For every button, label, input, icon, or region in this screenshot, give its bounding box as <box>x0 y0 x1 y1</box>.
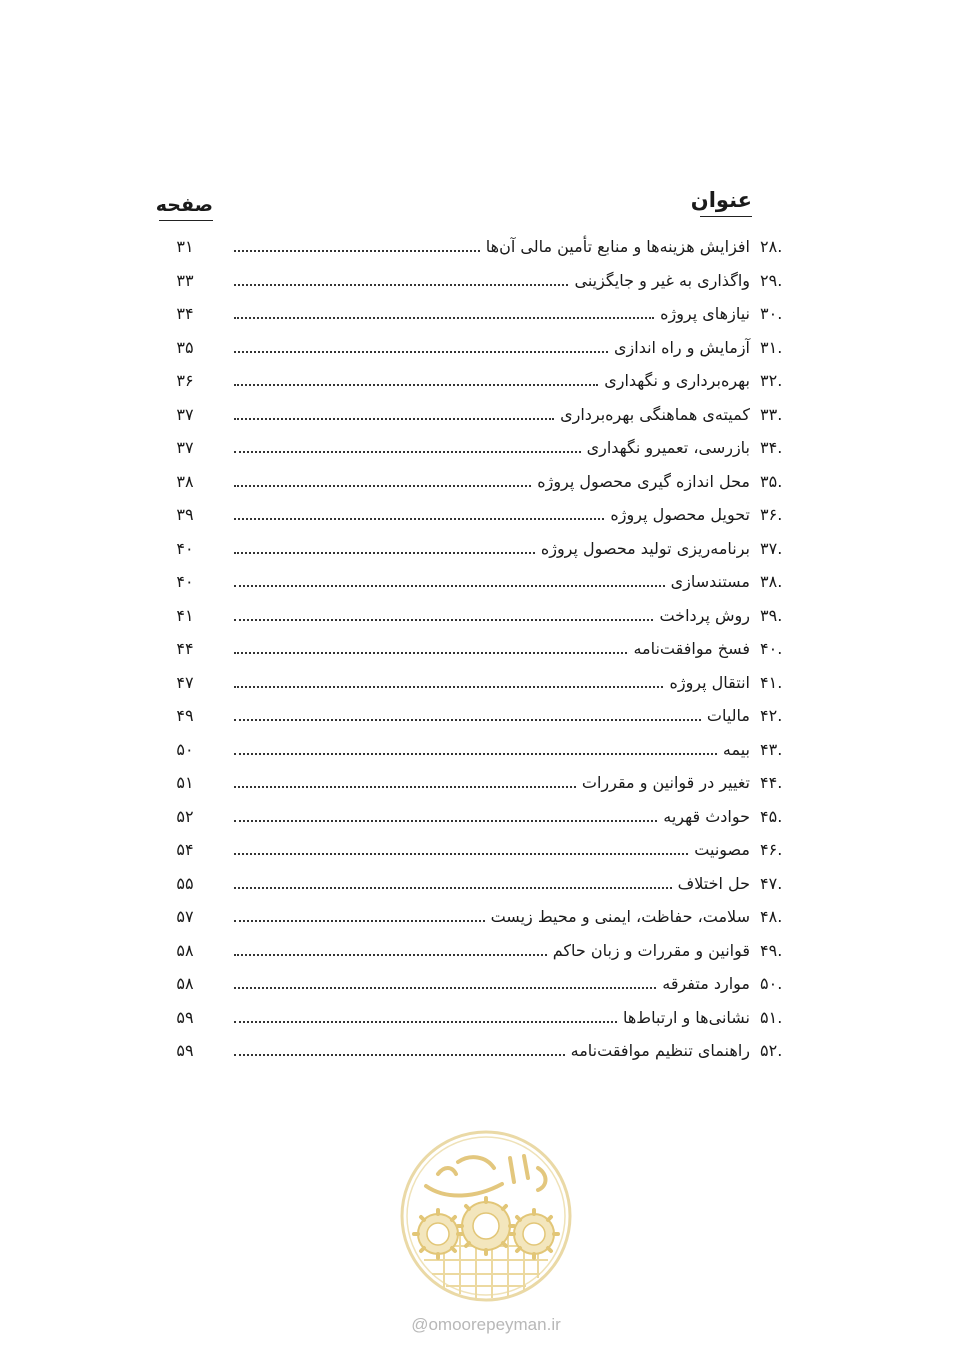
toc-entry-page-number: ۳۴ <box>176 304 194 323</box>
toc-entry-number: ۴۵. <box>760 806 783 826</box>
toc-entry-number: ۲۸. <box>760 237 783 256</box>
toc-entry-page-number: ۴۴ <box>176 639 194 658</box>
dot-leader <box>234 607 653 621</box>
toc-entry-line <box>234 807 750 827</box>
toc-entry-page-number: ۴۰ <box>176 538 194 558</box>
dot-leader <box>234 640 627 654</box>
toc-entry-line <box>234 539 750 559</box>
toc-entry <box>160 1035 798 1069</box>
toc-entry-title: مصونیت <box>694 840 750 859</box>
dot-leader <box>234 1009 617 1023</box>
toc-entry-number: ۴۳. <box>760 739 783 759</box>
toc-entry-page-number: ۵۸ <box>176 940 194 960</box>
toc-entry-line <box>234 472 750 492</box>
toc-entry-title: قوانین و مقررات و زبان حاکم <box>552 940 750 960</box>
toc-entry-number: ۵۰. <box>760 974 783 993</box>
toc-entry-line <box>234 740 750 760</box>
dot-leader <box>234 272 568 286</box>
toc-entry-title: بیمه <box>722 739 750 759</box>
toc-entry-title: بهره‌برداری و نگهداری <box>604 371 750 390</box>
toc-entry-title: انتقال پروژه <box>669 672 750 692</box>
toc-entry-number: ۳۵. <box>760 471 783 491</box>
toc-entry <box>160 499 798 533</box>
dot-leader <box>234 406 554 420</box>
toc-entry-page-number: ۵۵ <box>176 873 194 893</box>
toc-entry <box>160 365 798 399</box>
dot-leader <box>234 707 701 721</box>
toc-entry-title: تحویل محصول پروژه <box>610 505 750 524</box>
toc-entry-number: ۳۰. <box>760 304 783 323</box>
toc-entry-line <box>234 505 750 525</box>
toc-entry-title: بازرسی، تعمیرو نگهداری <box>586 438 750 457</box>
toc-entry-line <box>234 941 750 961</box>
toc-entry-line <box>234 874 750 894</box>
toc-entry-number: ۳۳. <box>760 404 783 424</box>
dot-leader <box>234 1042 565 1056</box>
dot-leader <box>234 238 480 252</box>
toc-entry-number: ۴۲. <box>760 706 783 725</box>
toc-entry-number: ۳۸. <box>760 572 783 591</box>
toc-entry-page-number: ۵۴ <box>176 840 194 859</box>
toc-entry-line <box>234 237 750 257</box>
toc-entry-page-number: ۳۷ <box>176 404 194 424</box>
toc-entry-number: ۴۱. <box>760 672 783 692</box>
dot-leader <box>234 573 665 587</box>
toc-entry <box>160 1002 798 1036</box>
toc-entry-number: ۳۷. <box>760 538 783 558</box>
toc-entry-title: مالیات <box>706 706 750 725</box>
dot-leader <box>234 774 576 788</box>
toc-entry-number: ۵۱. <box>760 1007 783 1027</box>
toc-entry-title: آزمایش و راه اندازی <box>614 337 750 357</box>
toc-entry-title: برنامه‌ریزی تولید محصول پروژه <box>540 538 750 558</box>
toc-entry-title: نشانی‌ها و ارتباط‌ها <box>622 1007 750 1027</box>
toc-entry <box>160 633 798 667</box>
dot-leader <box>234 439 581 453</box>
toc-entry-line <box>234 572 750 592</box>
toc-entry-page-number: ۳۹ <box>176 505 194 524</box>
toc-entry-number: ۳۶. <box>760 505 783 524</box>
toc-entry-line <box>234 673 750 693</box>
toc-entry-title: نیازهای پروژه <box>660 304 750 323</box>
toc-entry <box>160 767 798 801</box>
toc-title-column-header: عنوان <box>700 186 752 217</box>
toc-entry <box>160 700 798 734</box>
dot-leader <box>234 372 598 386</box>
toc-entry-page-number: ۳۶ <box>176 371 194 390</box>
dot-leader <box>234 305 654 319</box>
toc-entry-page-number: ۳۷ <box>176 438 194 457</box>
dot-leader <box>234 908 485 922</box>
toc-entry-line <box>234 338 750 358</box>
toc-entry-page-number: ۳۳ <box>176 270 194 290</box>
toc-entry <box>160 901 798 935</box>
toc-entry-page-number: ۵۷ <box>176 907 194 926</box>
toc-entry-number: ۲۹. <box>760 270 783 290</box>
dot-leader <box>234 741 717 755</box>
dot-leader <box>234 841 688 855</box>
toc-entry <box>160 332 798 366</box>
toc-entry-page-number: ۴۰ <box>176 572 194 591</box>
toc-page-column-header: صفحه <box>159 192 213 221</box>
toc-entry-line <box>234 271 750 291</box>
dot-leader <box>234 975 656 989</box>
toc-entry <box>160 935 798 969</box>
dot-leader <box>234 674 663 688</box>
dot-leader <box>234 339 608 353</box>
toc-entry-number: ۴۴. <box>760 773 783 792</box>
toc-entry-number: ۳۹. <box>760 605 783 625</box>
toc-entry-number: ۳۱. <box>760 337 783 357</box>
toc-entry <box>160 399 798 433</box>
toc-entry-line <box>234 405 750 425</box>
toc-entry <box>160 600 798 634</box>
dot-leader <box>234 942 547 956</box>
toc-entry-page-number: ۳۱ <box>176 237 194 256</box>
toc-entry <box>160 265 798 299</box>
toc-entry-title: روش پرداخت <box>659 605 750 625</box>
toc-entry-line <box>234 639 750 659</box>
toc-entry <box>160 667 798 701</box>
omoorepeyman-logo <box>398 1128 574 1304</box>
dot-leader <box>234 875 672 889</box>
toc-entry-title: راهنمای تنظیم موافقت‌نامه <box>570 1041 750 1060</box>
toc-entry <box>160 231 798 265</box>
toc-entry-page-number: ۵۲ <box>176 806 194 826</box>
toc-entry-page-number: ۵۹ <box>176 1007 194 1027</box>
dot-leader <box>234 540 535 554</box>
toc-entry-page-number: ۴۹ <box>176 706 194 725</box>
toc-entry-page-number: ۴۱ <box>176 605 194 625</box>
toc-entry-page-number: ۴۷ <box>176 672 194 692</box>
toc-entry-page-number: ۵۸ <box>176 974 194 993</box>
toc-entry-number: ۳۴. <box>760 438 783 457</box>
toc-entry-line <box>234 304 750 324</box>
toc-entry-title: حوادث قهریه <box>663 806 750 826</box>
toc-entry-title: واگذاری به غیر و جایگزینی <box>574 270 750 290</box>
toc-entry-page-number: ۳۸ <box>176 471 194 491</box>
toc-entry-title: افزایش هزینه‌ها و منابع تأمین مالی آن‌ها <box>485 237 750 256</box>
toc-entry <box>160 968 798 1002</box>
toc-entry-title: موارد متفرقه <box>662 974 750 993</box>
toc-entry-line <box>234 706 750 726</box>
toc-entry-page-number: ۵۹ <box>176 1041 194 1060</box>
toc-entry-title: کمیته‌ی هماهنگی بهره‌برداری <box>560 404 750 424</box>
toc-entry <box>160 298 798 332</box>
dot-leader <box>234 506 604 520</box>
toc-entry-number: ۴۷. <box>760 873 783 893</box>
toc-entry-title: تغییر در قوانین و مقررات <box>581 773 750 792</box>
dot-leader <box>234 808 657 822</box>
toc-list <box>160 231 798 1069</box>
toc-entry-page-number: ۳۵ <box>176 337 194 357</box>
toc-entry-title: حل اختلاف <box>677 873 750 893</box>
toc-entry <box>160 432 798 466</box>
dot-leader <box>234 473 531 487</box>
toc-entry-number: ۵۲. <box>760 1041 783 1060</box>
toc-entry <box>160 801 798 835</box>
toc-entry <box>160 533 798 567</box>
toc-entry-number: ۴۶. <box>760 840 783 859</box>
toc-entry-line <box>234 438 750 458</box>
toc-entry-line <box>234 1041 750 1061</box>
toc-entry-title: سلامت، حفاظت، ایمنی و محیط زیست <box>490 907 750 926</box>
toc-entry-line <box>234 974 750 994</box>
toc-entry-line <box>234 1008 750 1028</box>
toc-entry-number: ۴۸. <box>760 907 783 926</box>
toc-entry <box>160 834 798 868</box>
toc-entry-line <box>234 840 750 860</box>
toc-entry <box>160 566 798 600</box>
toc-entry-title: مستندسازی <box>670 572 750 591</box>
toc-entry-page-number: ۵۰ <box>176 739 194 759</box>
toc-entry-number: ۴۰. <box>760 639 783 658</box>
toc-entry-title: محل اندازه گیری محصول پروژه <box>537 471 750 491</box>
toc-entry-page-number: ۵۱ <box>176 773 194 792</box>
toc-entry-line <box>234 371 750 391</box>
toc-entry-line <box>234 907 750 927</box>
watermark-url: @omoorepeyman.ir <box>411 1315 561 1334</box>
toc-entry-number: ۴۹. <box>760 940 783 960</box>
toc-entry-title: فسخ موافقت‌نامه <box>633 639 750 658</box>
toc-entry <box>160 466 798 500</box>
toc-entry-number: ۳۲. <box>760 371 783 390</box>
toc-entry-line <box>234 773 750 793</box>
toc-entry-line <box>234 606 750 626</box>
toc-entry <box>160 868 798 902</box>
toc-entry <box>160 734 798 768</box>
